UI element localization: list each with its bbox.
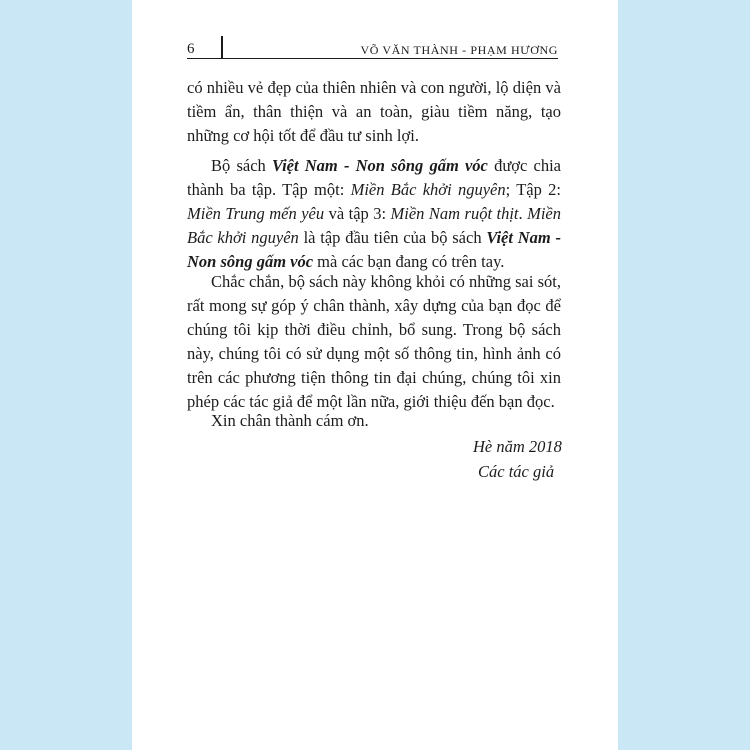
paragraph-2 bbox=[187, 154, 561, 274]
book-series-title-repeat: Việt Nam - Non sông gấm vóc bbox=[187, 228, 561, 271]
volume-1-title: Miền Bắc khởi nguyên bbox=[350, 180, 506, 199]
running-header bbox=[187, 40, 558, 59]
paragraph-1: có nhiều vẻ đẹp của thiên nhiên và con người, lộ diện và tiềm ẩn, thân thiện và an toàn, giàu tiềm năng, tạo những cơ hội tốt để đầu tư sinh lợi. bbox=[187, 78, 561, 145]
signature-date: Hè năm 2018 bbox=[473, 437, 562, 456]
text-span: mà các bạn đang có trên tay. bbox=[313, 252, 505, 271]
header-divider bbox=[221, 36, 223, 58]
text-span: . bbox=[518, 204, 528, 223]
book-series-title: Việt Nam - Non sông gấm vóc bbox=[271, 156, 488, 175]
text-span: Bộ sách bbox=[211, 156, 272, 175]
paragraph-4: Xin chân thành cám ơn. bbox=[211, 411, 369, 430]
text-span: và tập 3: bbox=[324, 204, 391, 223]
paragraph-3: Chắc chắn, bộ sách này không khỏi có những sai sót, rất mong sự góp ý chân thành, xây dựng của bạn đọc để chúng tôi kịp thời điều chỉnh, bổ sung. Trong bộ sách này, chúng tôi có sử dụng một số thông tin, hình ảnh có trên các phương tiện thông tin đại chúng, chúng tôi xin phép các tác giả để một lần nữa, giới thiệu đến bạn đọc. bbox=[187, 272, 561, 411]
text-span: là tập đầu tiên của bộ sách bbox=[298, 228, 487, 247]
text-span: ; Tập 2: bbox=[505, 180, 561, 199]
text-span: được chia thành ba tập. Tập một: bbox=[187, 156, 561, 199]
volume-2-title: Miền Trung mến yêu bbox=[187, 204, 325, 223]
page-number: 6 bbox=[187, 41, 195, 57]
volume-1-title-repeat: Miền Bắc khởi nguyên bbox=[187, 204, 561, 247]
volume-3-title: Miền Nam ruột thịt bbox=[390, 204, 519, 223]
running-title: VÕ VĂN THÀNH - PHẠM HƯƠNG bbox=[360, 43, 558, 57]
book-page bbox=[132, 0, 618, 750]
signature-authors: Các tác giả bbox=[478, 462, 555, 481]
